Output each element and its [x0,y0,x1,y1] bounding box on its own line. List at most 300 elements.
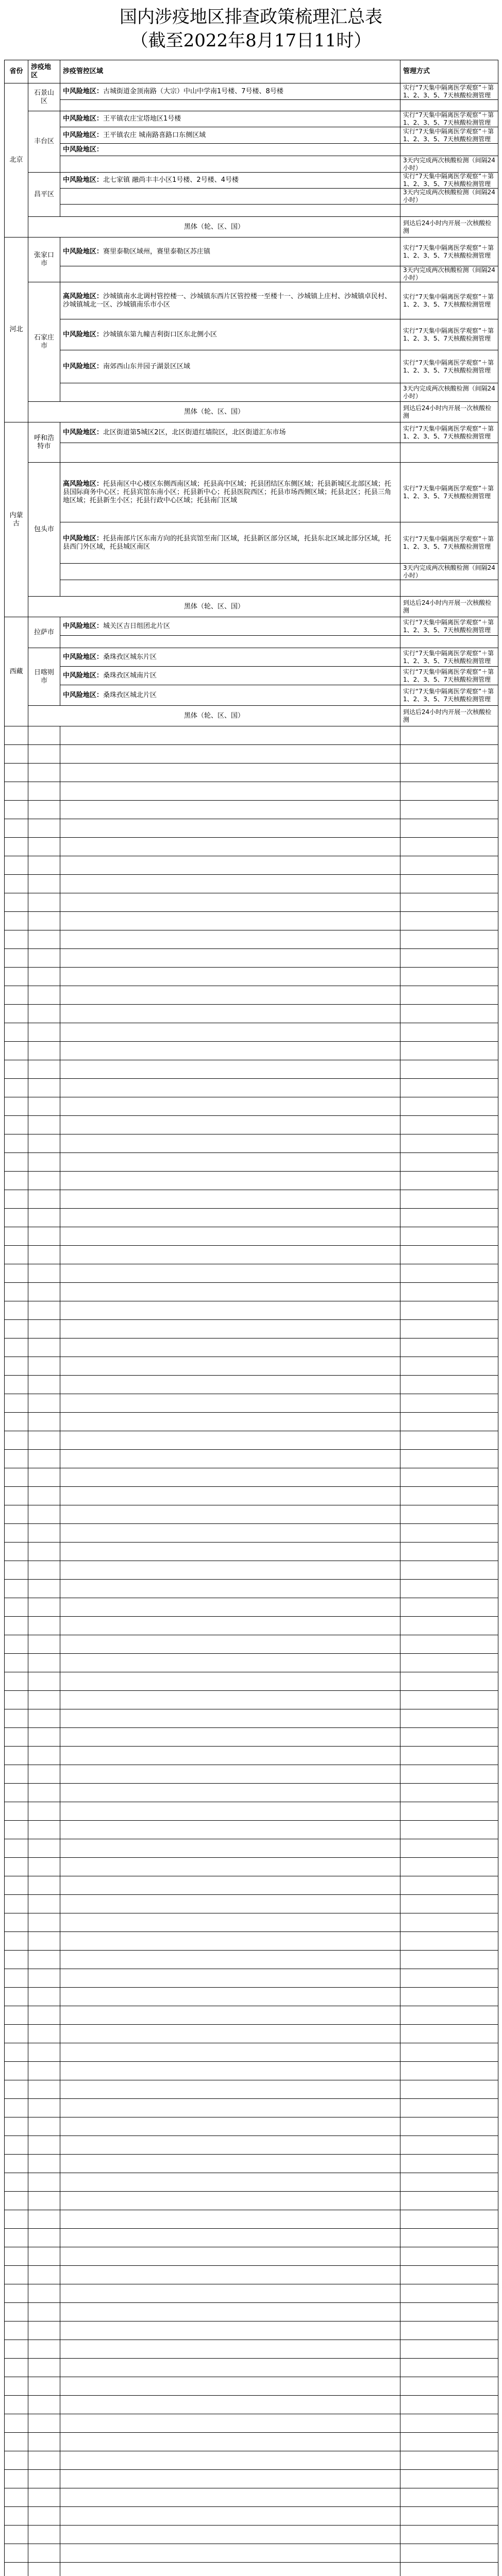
summary-management-cell: 到达后24小时内开展一次核酸检测 [400,402,498,422]
empty-cell [28,2173,60,2192]
empty-cell [5,930,28,949]
risk-level-label: 中风险地区： [63,330,104,338]
empty-cell [28,1765,60,1784]
empty-cell [60,1283,400,1301]
empty-cell [400,2321,498,2340]
zone-text: 赛里泰勒区域州，赛里泰勒区苏庄镇 [103,247,211,256]
table-row [5,1932,498,1951]
empty-cell [400,1264,498,1283]
empty-cell [400,1060,498,1079]
management-cell [400,100,498,111]
empty-cell [28,2025,60,2043]
table-row [5,1338,498,1357]
empty-cell [60,1543,400,1561]
empty-cell [60,2284,400,2303]
empty-cell [28,1524,60,1543]
empty-cell [60,1153,400,1172]
empty-cell [28,2359,60,2377]
empty-cell [5,2229,28,2247]
zone-text: 古城街道金顶南路（大宗）中山中学南1号楼、7号楼、8号楼 [103,87,283,95]
empty-cell [5,838,28,856]
empty-cell [5,801,28,819]
zone-text: 王平镇农庄宝塔地区1号楼 [103,115,181,123]
area-cell: 呼和浩特市 [28,422,60,463]
empty-cell [400,2284,498,2303]
empty-cell [60,1468,400,1487]
empty-cell [400,1227,498,1246]
empty-cell [60,1042,400,1060]
empty-cell [400,1598,498,1617]
empty-cell [400,1320,498,1338]
empty-cell [400,1209,498,1227]
summary-row [5,217,498,238]
empty-cell [60,726,400,745]
empty-cell [28,1357,60,1376]
table-row [5,2433,498,2451]
table-row [5,1765,498,1784]
empty-cell [60,893,400,912]
control-zone-cell [60,463,400,522]
empty-cell [60,2507,400,2526]
empty-cell [60,2544,400,2563]
empty-cell [28,1097,60,1116]
risk-level-label: 中风险地区： [63,691,104,699]
empty-cell [28,2396,60,2414]
zone-text: 桑珠孜区城南片区 [103,671,157,680]
table-row [5,580,498,597]
table-row [5,1209,498,1227]
empty-cell [5,2488,28,2507]
empty-cell [5,875,28,893]
empty-cell [5,1357,28,1376]
empty-cell [400,1190,498,1209]
empty-cell [60,1895,400,1913]
empty-cell [28,1042,60,1060]
empty-cell [28,1932,60,1951]
management-cell: 实行“7天集中隔离医学观察”＋第1、2、3、5、7天核酸检测管理 [400,463,498,522]
empty-cell [5,949,28,968]
area-cell: 石景山区 [28,83,60,111]
empty-cell [400,1913,498,1932]
empty-cell [400,1672,498,1691]
empty-cell [28,1190,60,1209]
empty-cell [60,2414,400,2433]
control-zone-cell [60,266,400,282]
management-cell: 实行“7天集中隔离医学观察”＋第1、2、3、5、7天核酸检测管理 [400,522,498,564]
table-row [5,636,498,648]
empty-cell [28,782,60,801]
empty-cell [60,2192,400,2210]
empty-cell [400,1134,498,1153]
control-zone-cell [60,522,400,564]
empty-cell [28,2563,60,2576]
table-row [5,2247,498,2266]
empty-cell [5,1246,28,1264]
table-row [5,2155,498,2173]
empty-cell [400,726,498,745]
table-row [5,1876,498,1895]
empty-cell [60,1802,400,1821]
empty-cell [400,1097,498,1116]
empty-cell [60,2173,400,2192]
table-row [5,726,498,745]
management-cell [400,443,498,463]
empty-cell [28,2266,60,2284]
empty-cell [400,1172,498,1190]
empty-cell [28,1153,60,1172]
empty-cell [60,2340,400,2359]
empty-cell [400,1654,498,1672]
empty-cell [5,1431,28,1450]
risk-level-label: 中风险地区： [63,145,104,154]
empty-cell [60,1376,400,1394]
empty-cell [400,1969,498,1988]
empty-cell [28,2210,60,2229]
risk-level-label: 高风险地区： [63,292,104,300]
empty-cell [60,1747,400,1765]
empty-cell [28,1320,60,1338]
empty-cell [5,1042,28,1060]
table-row [5,1543,498,1561]
table-row [5,156,498,173]
empty-cell [60,2025,400,2043]
table-row [5,949,498,968]
risk-level-label: 中风险地区： [63,671,104,680]
empty-cell [60,2563,400,2576]
empty-cell [5,1450,28,1468]
empty-cell [28,1209,60,1227]
control-zone-cell [60,383,400,402]
management-cell: 实行“7天集中隔离医学观察”＋第1、2、3、5、7天核酸检测管理 [400,422,498,443]
table-row [5,782,498,801]
table-row [5,1060,498,1079]
table-row [5,127,498,144]
table-row [5,1895,498,1913]
table-row [5,1505,498,1524]
empty-cell [5,2117,28,2136]
empty-cell [28,2451,60,2470]
table-row [5,1413,498,1431]
empty-cell [5,1747,28,1765]
empty-cell [60,2433,400,2451]
zone-text: 托县南部片区东南方向的托县宾馆至南门区域，托县新区部分区域，托县东北区域北部分区域，托县西门外区域，托县城区南区 [63,534,392,551]
table-row [5,986,498,1005]
empty-cell [400,1858,498,1876]
zone-text: 北区街道第5城区2区，北区街道红墙院区，北区街道汇东市场 [103,428,286,436]
table-row [5,1728,498,1747]
empty-cell [60,1876,400,1895]
table-row [5,2563,498,2576]
empty-cell [60,1079,400,1097]
table-row [5,1747,498,1765]
empty-cell [60,2303,400,2321]
empty-cell [400,1450,498,1468]
empty-cell [28,801,60,819]
empty-cell [5,2192,28,2210]
table-row [5,2340,498,2359]
empty-cell [28,2247,60,2266]
empty-cell [60,1969,400,1988]
table-row [5,100,498,111]
empty-cell [60,2377,400,2396]
table-row [5,1227,498,1246]
zone-text: 沙城镇东第九幢吉利街口区东北侧小区 [103,330,217,338]
empty-cell [60,764,400,782]
empty-cell [28,1784,60,1802]
empty-cell [5,968,28,986]
empty-cell [5,1023,28,1042]
management-cell: 实行“7天集中隔离医学观察”＋第1、2、3、5、7天核酸检测管理 [400,667,498,685]
table-row [5,1969,498,1988]
empty-cell [5,1301,28,1320]
table-row [5,564,498,580]
empty-cell [60,1728,400,1747]
empty-cell [400,1784,498,1802]
empty-cell [5,2451,28,2470]
empty-cell [60,1413,400,1431]
table-row [5,1524,498,1543]
control-zone-cell [60,350,400,383]
empty-cell [400,949,498,968]
empty-cell [60,2080,400,2099]
empty-cell [5,1079,28,1097]
empty-cell [400,801,498,819]
empty-cell [28,1561,60,1580]
empty-cell [28,838,60,856]
empty-cell [60,1172,400,1190]
empty-cell [400,1468,498,1487]
empty-cell [28,1969,60,1988]
empty-cell [60,1988,400,2006]
empty-cell [5,2340,28,2359]
empty-cell [5,1561,28,1580]
empty-cell [60,1431,400,1450]
area-cell: 拉萨市 [28,617,60,648]
empty-cell [28,2340,60,2359]
empty-cell [28,745,60,764]
empty-cell [400,2433,498,2451]
table-row [5,648,498,667]
empty-cell [400,1042,498,1060]
empty-cell [5,1394,28,1413]
empty-cell [28,1264,60,1283]
empty-cell [60,819,400,838]
control-zone-cell [60,173,400,189]
empty-cell [60,2321,400,2340]
table-row [5,617,498,636]
empty-cell [60,949,400,968]
table-row [5,2488,498,2507]
control-zone-cell [60,636,400,648]
table-row [5,685,498,706]
table-row [5,801,498,819]
empty-cell [28,1172,60,1190]
control-zone-cell [60,100,400,111]
empty-cell [400,1932,498,1951]
empty-cell [28,2284,60,2303]
empty-cell [5,2396,28,2414]
management-cell: 3天内完成两次核酸检测（间隔24小时） [400,156,498,173]
table-row [5,1821,498,1839]
empty-cell [60,782,400,801]
empty-cell [5,2136,28,2155]
empty-cell [60,1672,400,1691]
empty-cell [28,949,60,968]
empty-cell [400,2266,498,2284]
empty-cell [28,2117,60,2136]
table-row [5,745,498,764]
empty-cell [60,1301,400,1320]
control-zone-cell [60,319,400,350]
empty-cell [60,856,400,875]
control-zone-cell [60,111,400,127]
management-cell: 实行“7天集中隔离医学观察”＋第1、2、3、5、7天核酸检测管理 [400,648,498,667]
empty-cell [28,2507,60,2526]
empty-cell [60,1005,400,1023]
table-row [5,1320,498,1338]
header-area: 涉疫地区 [28,60,60,83]
empty-cell [28,1951,60,1969]
table-row [5,2192,498,2210]
empty-cell [400,1246,498,1264]
empty-cell [28,1802,60,1821]
empty-cell [5,782,28,801]
empty-cell [28,1450,60,1468]
control-zone-cell [60,83,400,100]
table-row [5,111,498,127]
empty-cell [400,2043,498,2062]
empty-cell [5,1951,28,1969]
empty-cell [60,968,400,986]
empty-cell [400,1765,498,1784]
empty-cell [5,2526,28,2544]
table-row [5,968,498,986]
empty-cell [28,2488,60,2507]
table-row [5,463,498,522]
empty-cell [400,745,498,764]
table-row [5,1598,498,1617]
empty-cell [60,838,400,856]
risk-level-label: 中风险地区： [63,428,104,436]
table-row [5,2470,498,2488]
empty-cell [5,1283,28,1301]
empty-cell [400,1116,498,1134]
empty-cell [400,1283,498,1301]
empty-cell [28,893,60,912]
empty-cell [28,912,60,930]
control-zone-cell [60,127,400,144]
empty-cell [400,2099,498,2117]
empty-cell [400,912,498,930]
management-cell: 实行“7天集中隔离医学观察”＋第1、2、3、5、7天核酸检测管理 [400,238,498,266]
summary-management-cell: 到达后24小时内开展一次核酸检测 [400,217,498,238]
empty-cell [28,2062,60,2080]
table-row [5,1079,498,1097]
header-control-zone: 涉疫管控区域 [60,60,400,83]
empty-cell [28,1079,60,1097]
empty-cell [400,1487,498,1505]
empty-cell [28,968,60,986]
empty-cell [5,2359,28,2377]
empty-cell [5,856,28,875]
empty-cell [400,2377,498,2396]
empty-cell [400,2062,498,2080]
empty-cell [5,2210,28,2229]
table-row [5,2396,498,2414]
empty-cell [28,1227,60,1246]
empty-cell [5,1153,28,1172]
management-cell [400,580,498,597]
empty-cell [60,1765,400,1784]
empty-cell [400,2563,498,2576]
empty-cell [400,1357,498,1376]
empty-cell [5,1338,28,1357]
empty-cell [60,986,400,1005]
empty-cell [60,2470,400,2488]
table-row [5,2359,498,2377]
empty-cell [28,2321,60,2340]
empty-cell [60,1134,400,1153]
empty-cell [60,1617,400,1635]
empty-cell [5,1932,28,1951]
table-row [5,205,498,217]
empty-cell [28,1487,60,1505]
control-zone-cell [60,667,400,685]
empty-cell [60,1264,400,1283]
management-cell: 实行“7天集中隔离医学观察”＋第1、2、3、5、7天核酸检测管理 [400,127,498,144]
empty-cell [60,2526,400,2544]
empty-cell [28,986,60,1005]
empty-cell [5,1134,28,1153]
empty-cell [60,2117,400,2136]
empty-cell [28,1431,60,1450]
empty-cell [5,1988,28,2006]
empty-cell [28,1505,60,1524]
control-zone-cell [60,422,400,443]
empty-cell [60,1654,400,1672]
empty-cell [5,2006,28,2025]
empty-cell [28,726,60,745]
empty-cell [60,1116,400,1134]
empty-cell [400,2247,498,2266]
empty-cell [60,2155,400,2173]
table-row [5,667,498,685]
empty-cell [60,1580,400,1598]
empty-cell [28,2006,60,2025]
empty-cell [400,838,498,856]
summary-row [5,402,498,422]
empty-cell [5,893,28,912]
zone-text: 城关区吉日组团北片区 [103,622,171,630]
empty-cell [60,1858,400,1876]
empty-cell [400,2229,498,2247]
empty-cell [28,1413,60,1431]
empty-cell [400,2544,498,2563]
management-cell: 实行“7天集中隔离医学观察”＋第1、2、3、5、7天核酸检测管理 [400,83,498,100]
control-zone-cell [60,144,400,156]
empty-cell [5,1598,28,1617]
empty-cell [5,819,28,838]
empty-cell [28,1283,60,1301]
empty-cell [5,1969,28,1988]
empty-cell [28,1747,60,1765]
empty-cell [28,1376,60,1394]
empty-cell [60,1951,400,1969]
empty-cell [5,2544,28,2563]
document-header [0,0,502,60]
table-row [5,875,498,893]
empty-cell [28,856,60,875]
